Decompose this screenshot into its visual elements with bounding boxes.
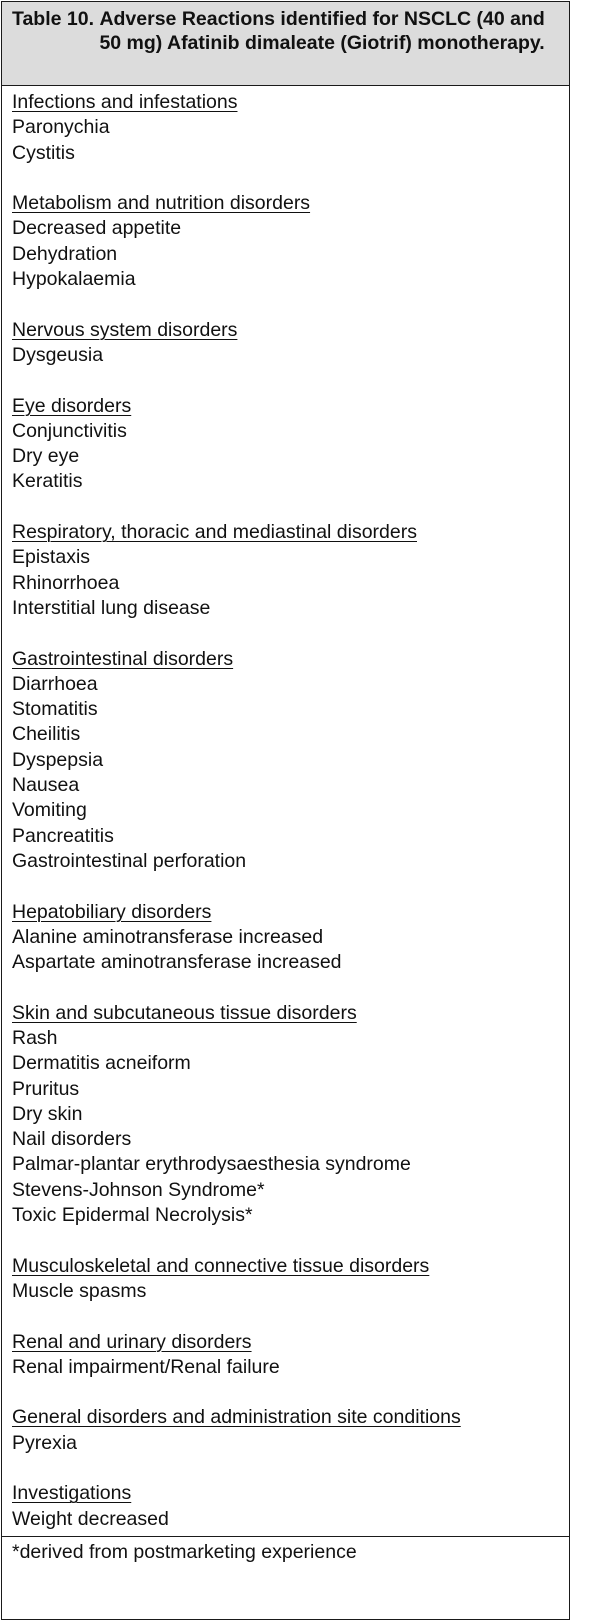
adverse-reaction-item: Conjunctivitis bbox=[12, 419, 127, 442]
adverse-reaction-item: Interstitial lung disease bbox=[12, 596, 211, 619]
soc-group bbox=[12, 318, 569, 369]
soc-group bbox=[12, 90, 569, 166]
adverse-reactions-table bbox=[1, 1, 570, 1620]
soc-heading: Eye disorders bbox=[12, 394, 132, 417]
adverse-reaction-item: Rash bbox=[12, 1026, 58, 1049]
adverse-reaction-item: Dehydration bbox=[12, 242, 118, 265]
soc-group bbox=[12, 394, 569, 495]
adverse-reaction-item: Toxic Epidermal Necrolysis* bbox=[12, 1204, 253, 1227]
soc-heading: General disorders and administration site conditions bbox=[12, 1406, 461, 1429]
adverse-reaction-item: Weight decreased bbox=[12, 1507, 169, 1530]
adverse-reaction-item: Pruritus bbox=[12, 1077, 80, 1100]
table-footer bbox=[2, 1536, 569, 1618]
adverse-reaction-item: Cystitis bbox=[12, 141, 75, 164]
soc-heading: Infections and infestations bbox=[12, 91, 238, 113]
adverse-reaction-item: Vomiting bbox=[12, 799, 87, 822]
soc-group bbox=[12, 191, 569, 292]
adverse-reaction-item: Dry eye bbox=[12, 445, 80, 468]
adverse-reaction-item: Cheilitis bbox=[12, 723, 81, 746]
table-header bbox=[2, 2, 569, 86]
adverse-reaction-item: Nail disorders bbox=[12, 1128, 132, 1151]
adverse-reaction-item: Nausea bbox=[12, 774, 80, 797]
soc-heading: Renal and urinary disorders bbox=[12, 1330, 252, 1353]
adverse-reaction-item: Dermatitis acneiform bbox=[12, 1052, 191, 1075]
adverse-reaction-item: Decreased appetite bbox=[12, 217, 182, 240]
soc-heading: Skin and subcutaneous tissue disorders bbox=[12, 1001, 357, 1024]
adverse-reaction-item: Paronychia bbox=[12, 116, 110, 139]
table-caption: Adverse Reactions identified for NSCLC (40 and 50 mg) Afatinib dimaleate (Giotrif) monotherapy. bbox=[99, 8, 545, 54]
adverse-reaction-item: Muscle spasms bbox=[12, 1279, 147, 1302]
table-body bbox=[2, 86, 569, 1536]
soc-heading: Gastrointestinal disorders bbox=[12, 647, 234, 670]
soc-group bbox=[12, 1405, 569, 1456]
adverse-reaction-item: Gastrointestinal perforation bbox=[12, 849, 247, 872]
soc-heading: Musculoskeletal and connective tissue disorders bbox=[12, 1254, 430, 1277]
adverse-reaction-item: Hypokalaemia bbox=[12, 268, 136, 291]
soc-group bbox=[12, 520, 569, 621]
soc-group bbox=[12, 647, 569, 875]
soc-group bbox=[12, 1001, 569, 1229]
soc-group bbox=[12, 1481, 569, 1532]
adverse-reaction-item: Rhinorrhoea bbox=[12, 571, 120, 594]
adverse-reaction-item: Pancreatitis bbox=[12, 824, 114, 847]
footnote: *derived from postmarketing experience bbox=[12, 1541, 357, 1563]
adverse-reaction-item: Keratitis bbox=[12, 470, 83, 493]
adverse-reaction-item: Diarrhoea bbox=[12, 672, 98, 695]
soc-heading: Investigations bbox=[12, 1482, 132, 1505]
soc-heading: Respiratory, thoracic and mediastinal disorders bbox=[12, 521, 417, 544]
adverse-reaction-item: Epistaxis bbox=[12, 546, 91, 569]
soc-heading: Nervous system disorders bbox=[12, 318, 238, 341]
adverse-reaction-item: Stevens-Johnson Syndrome* bbox=[12, 1178, 265, 1201]
soc-heading: Metabolism and nutrition disorders bbox=[12, 192, 311, 215]
soc-heading: Hepatobiliary disorders bbox=[12, 900, 212, 923]
adverse-reaction-item: Pyrexia bbox=[12, 1431, 78, 1454]
adverse-reaction-item: Palmar-plantar erythrodysaesthesia syndrome bbox=[12, 1153, 411, 1176]
adverse-reaction-item: Stomatitis bbox=[12, 698, 98, 721]
adverse-reaction-item: Dysgeusia bbox=[12, 343, 104, 366]
adverse-reaction-item: Dry skin bbox=[12, 1102, 83, 1125]
adverse-reaction-item: Dyspepsia bbox=[12, 748, 104, 771]
adverse-reaction-item: Alanine aminotransferase increased bbox=[12, 925, 324, 948]
soc-group bbox=[12, 1330, 569, 1381]
adverse-reaction-item: Aspartate aminotransferase increased bbox=[12, 951, 342, 974]
soc-group bbox=[12, 1254, 569, 1305]
adverse-reaction-item: Renal impairment/Renal failure bbox=[12, 1355, 280, 1378]
table-number: Table 10. bbox=[12, 8, 100, 30]
soc-group bbox=[12, 900, 569, 976]
